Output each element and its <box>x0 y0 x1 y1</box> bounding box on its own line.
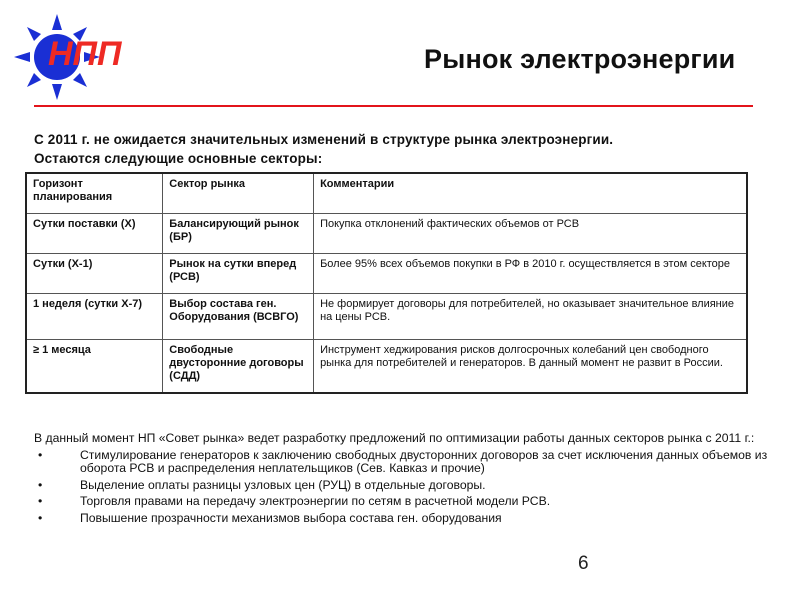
cell-horizon: Сутки поставки (Х) <box>26 213 163 253</box>
bullet-item <box>34 512 774 526</box>
intro-text <box>34 130 613 168</box>
bullet-text: Стимулирование генераторов к заключению свободных двусторонних договоров за счет исключения данных объемов из оборота РСВ и распределения неплательщиков (Сев. Кавказ и прочие) <box>80 447 768 475</box>
bullet-icon: • <box>38 477 43 492</box>
cell-comment: Более 95% всех объемов покупки в РФ в 2010 г. осуществляется в этом секторе <box>314 253 747 293</box>
intro-line-1: С 2011 г. не ожидается значительных изменений в структуре рынка электроэнергии. <box>34 132 614 147</box>
bullet-text: Выделение оплаты разницы узловых цен (РУЦ) в отдельные договоры. <box>80 477 486 492</box>
cell-sector: Балансирующий рынок (БР) <box>163 213 314 253</box>
table-row <box>26 293 747 339</box>
page-title: Рынок электроэнергии <box>424 44 736 74</box>
cell-comment: Не формирует договоры для потребителей, но оказывает значительное влияние на цены РСВ. <box>314 293 747 339</box>
column-header-comments: Комментарии <box>314 173 747 213</box>
page-number: 6 <box>578 553 589 574</box>
bullet-item <box>34 449 774 476</box>
cell-horizon: Сутки (Х-1) <box>26 253 163 293</box>
body-text <box>34 432 774 528</box>
table-row <box>26 253 747 293</box>
cell-sector: Выбор состава ген. Оборудования (ВСВГО) <box>163 293 314 339</box>
cell-horizon: 1 неделя (сутки Х-7) <box>26 293 163 339</box>
column-header-sector: Сектор рынка <box>163 173 314 213</box>
cell-comment: Инструмент хеджирования рисков долгосрочных колебаний цен свободного рынка для потребителей и генераторов. В данный момент не развит в России. <box>314 339 747 393</box>
bullet-icon: • <box>38 447 43 462</box>
cell-sector: Рынок на сутки вперед (РСВ) <box>163 253 314 293</box>
bullet-item <box>34 495 774 509</box>
title-divider <box>34 105 753 107</box>
cell-horizon: ≥ 1 месяца <box>26 339 163 393</box>
lead-paragraph: В данный момент НП «Совет рынка» ведет разработку предложений по оптимизации работы данных секторов рынка с 2011 г.: <box>34 431 755 445</box>
table-row <box>26 213 747 253</box>
cell-comment: Покупка отклонений фактических объемов от РСВ <box>314 213 747 253</box>
cell-sector: Свободные двусторонние договоры (СДД) <box>163 339 314 393</box>
column-header-horizon: Горизонт планирования <box>26 173 163 213</box>
bullet-item <box>34 479 774 493</box>
market-sectors-table <box>25 172 748 394</box>
bullet-text: Торговля правами на передачу электроэнергии по сетям в расчетной модели РСВ. <box>80 494 551 508</box>
bullet-icon: • <box>38 494 43 508</box>
logo-text: НПП <box>48 35 122 73</box>
company-logo <box>10 10 120 105</box>
bullet-text: Повышение прозрачности механизмов выбора состава ген. оборудования <box>80 510 502 525</box>
intro-line-2: Остаются следующие основные секторы: <box>34 151 323 166</box>
bullet-icon: • <box>38 510 43 525</box>
table-header-row <box>26 173 747 213</box>
table-row <box>26 339 747 393</box>
